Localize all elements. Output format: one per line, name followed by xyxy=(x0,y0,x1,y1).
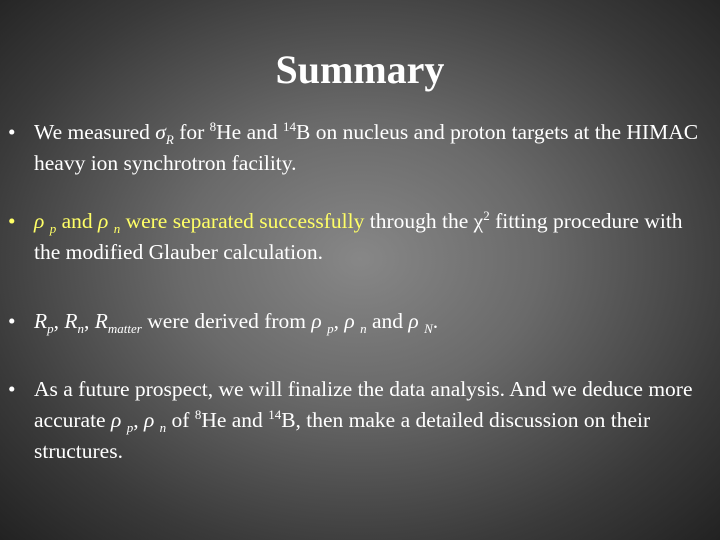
text-run: B on nucleus and proton targets at the HIMAC heavy ion synchrotron facility. xyxy=(34,120,699,175)
bullet-text xyxy=(34,374,714,467)
text-run: He and xyxy=(201,408,269,432)
rho-subscript: p xyxy=(49,221,57,236)
text-run: We measured xyxy=(34,120,156,144)
chi-symbol: χ xyxy=(473,209,484,233)
text-run: . xyxy=(432,309,439,333)
bullet-text xyxy=(34,306,714,337)
text-run: through the xyxy=(364,209,474,233)
text-run: of xyxy=(166,408,195,432)
rho-subscript: n xyxy=(113,221,121,236)
radius-symbol: R xyxy=(64,309,78,333)
text-run: , xyxy=(333,309,345,333)
rho-symbol: ρ xyxy=(34,209,45,233)
radius-subscript: p xyxy=(47,321,54,336)
bullet-dot-icon: • xyxy=(8,309,16,333)
bullet-dot-icon: • xyxy=(8,120,16,144)
mass-number: 8 xyxy=(194,407,202,422)
rho-symbol: ρ xyxy=(143,408,155,432)
rho-subscript: n xyxy=(159,420,167,435)
radius-subscript: n xyxy=(77,321,85,336)
text-run: He and xyxy=(216,120,284,144)
text-run: fitting procedure with the modified Glauber calculation. xyxy=(34,209,683,264)
bullet-item-prospect xyxy=(8,374,714,467)
mass-number: 8 xyxy=(209,119,217,134)
chi-superscript: 2 xyxy=(483,208,490,223)
rho-subscript: p xyxy=(126,420,134,435)
rho-symbol: ρ xyxy=(110,408,122,432)
bullet-item-separation xyxy=(8,206,714,268)
bullet-text xyxy=(34,117,714,179)
slide-title-text: Summary xyxy=(275,47,445,92)
text-run: , xyxy=(84,309,95,333)
sigma-symbol: σ xyxy=(155,120,166,144)
bullet-item-radii xyxy=(8,306,714,337)
rho-subscript: n xyxy=(360,321,367,336)
text-run: B, then make a detailed discussion on their structures. xyxy=(34,408,651,463)
rho-symbol: ρ xyxy=(98,209,109,233)
rho-subscript: N xyxy=(424,321,433,336)
mass-number: 14 xyxy=(283,119,297,134)
rho-symbol: ρ xyxy=(408,309,419,333)
bullet-item-measurement xyxy=(8,117,714,179)
text-run: As a future prospect, we will finalize the data analysis. And we deduce more accurate xyxy=(34,377,693,432)
sigma-subscript: R xyxy=(165,132,174,147)
radius-symbol: R xyxy=(34,309,48,333)
highlight-text: were separated successfully xyxy=(120,209,365,233)
text-run: , xyxy=(53,309,65,333)
rho-symbol: ρ xyxy=(344,309,355,333)
text-run: and xyxy=(366,309,409,333)
text-run: , xyxy=(133,408,144,432)
text-run: were derived from xyxy=(141,309,312,333)
rho-subscript: p xyxy=(327,321,334,336)
rho-symbol: ρ xyxy=(311,309,322,333)
radius-symbol: R xyxy=(94,309,108,333)
bullet-text xyxy=(34,206,714,268)
bullet-dot-icon: • xyxy=(8,377,16,401)
mass-number: 14 xyxy=(268,407,282,422)
highlight-text: and xyxy=(56,209,98,233)
bullet-dot-icon: • xyxy=(8,209,16,233)
radius-subscript: matter xyxy=(107,321,142,336)
text-run: for xyxy=(173,120,210,144)
slide-title xyxy=(0,42,720,98)
